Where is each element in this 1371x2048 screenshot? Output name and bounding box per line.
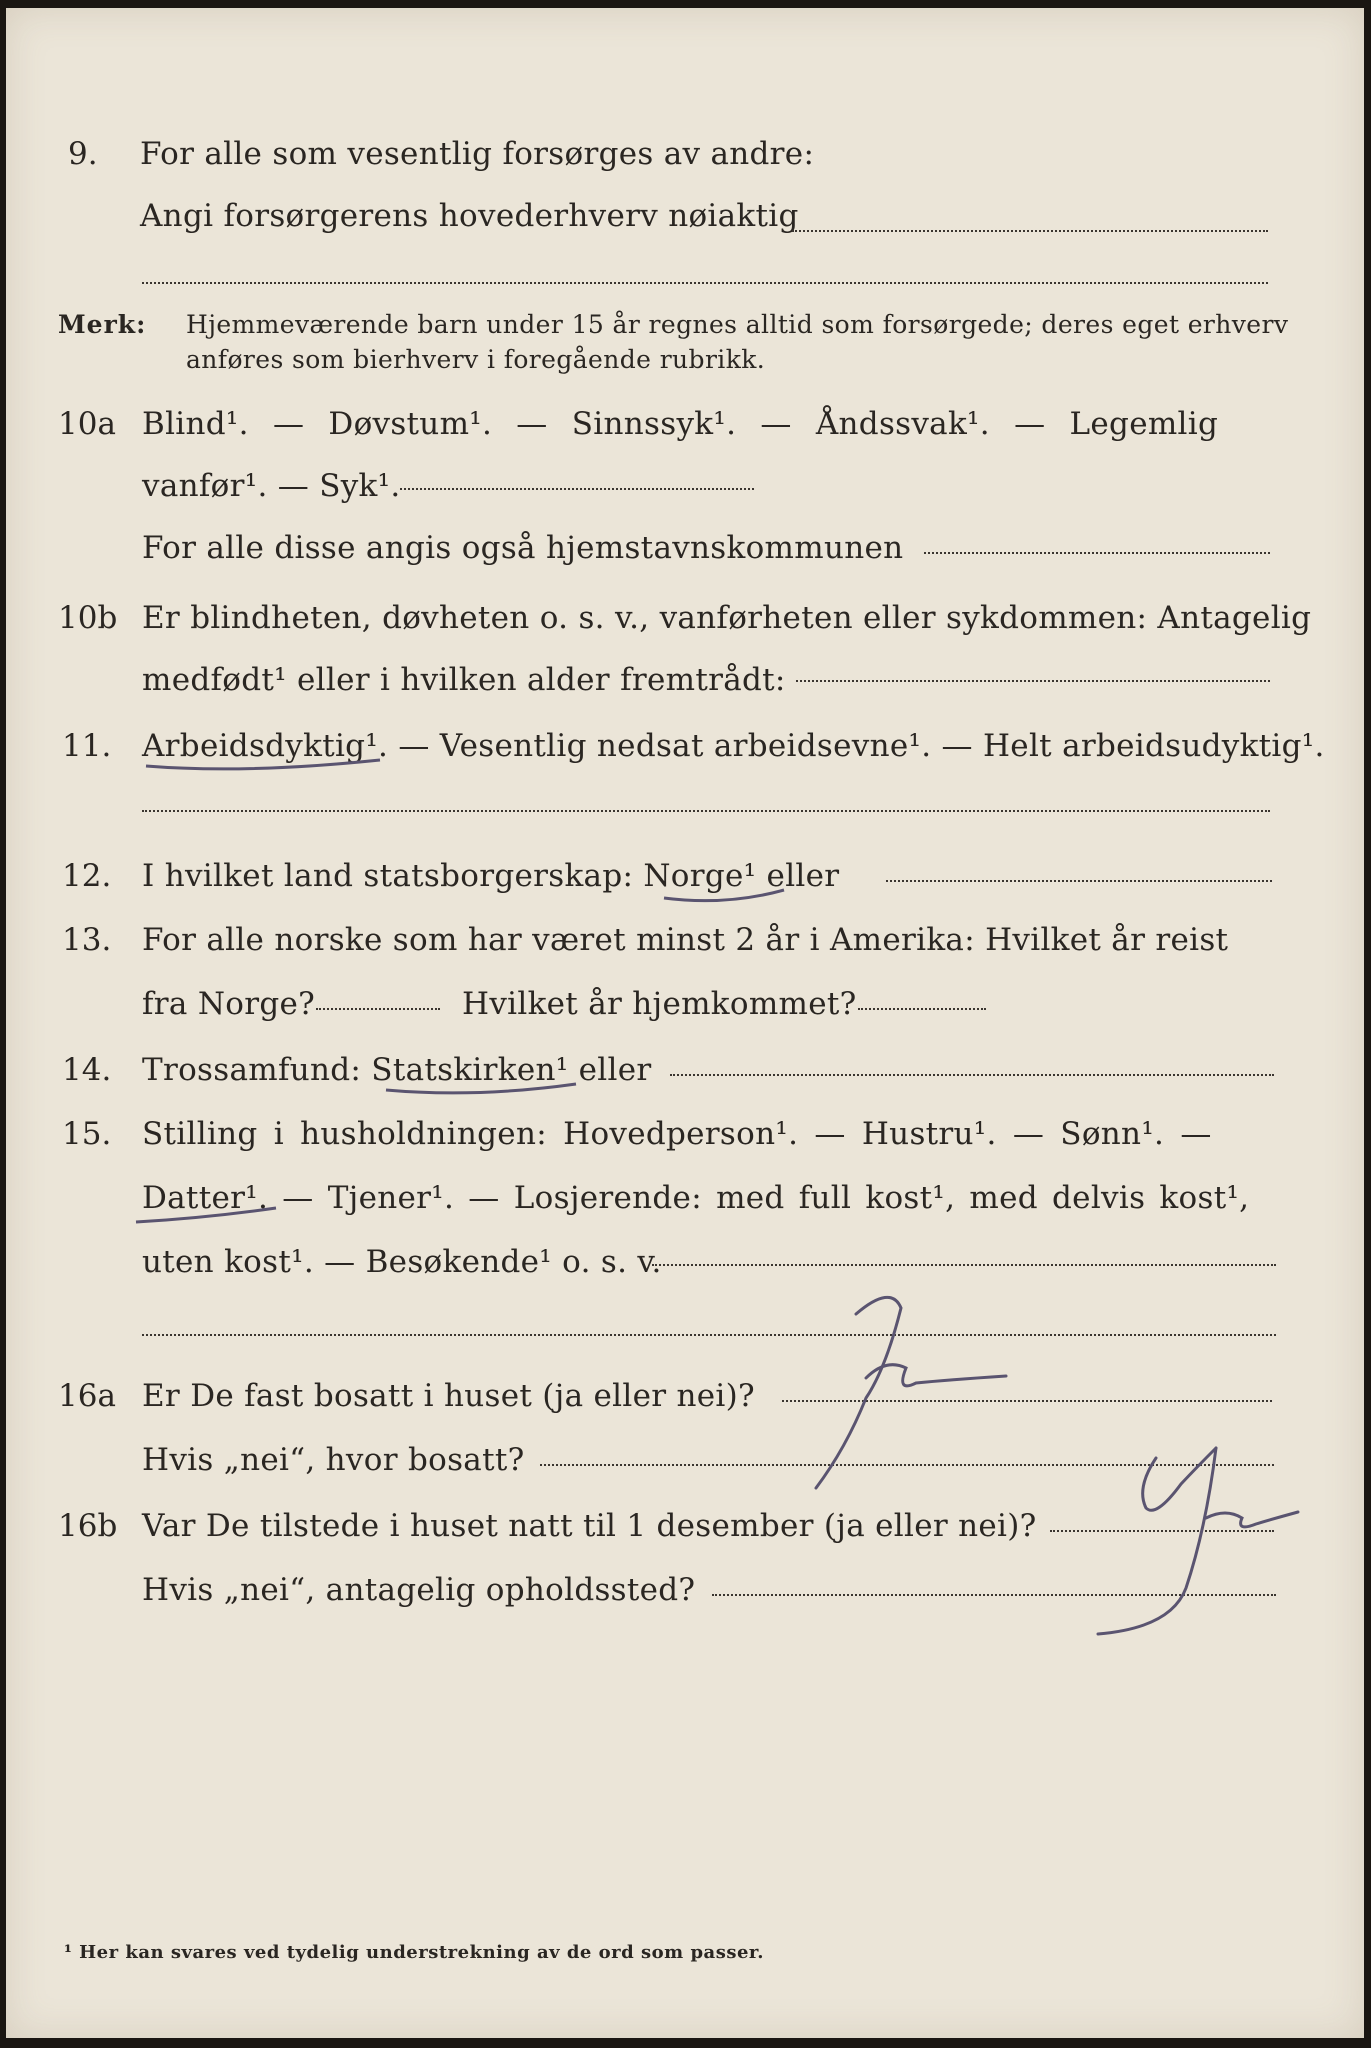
q16b-line-1: Var De tilstede i huset natt til 1 desember (ja eller nei)? [142,1508,1037,1544]
q15-line-1: Stilling i husholdningen: Hovedperson¹. — Hustru¹. — Sønn¹. — [142,1116,1212,1152]
q11-answer-line[interactable] [142,810,1270,812]
q15-answer-field[interactable] [652,1264,1276,1266]
q13-line-2b: Hvilket år hjemkommet? [462,986,857,1022]
q16b-opholdssted-field[interactable] [712,1594,1276,1596]
q16a-answer-field[interactable] [782,1400,1272,1402]
q9-answer-field[interactable] [792,230,1268,232]
question-number-12: 12. [62,858,112,894]
question-number-16a: 16a [58,1378,116,1414]
q13-line-1: For alle norske som har været minst 2 år i Amerika: Hvilket år reist [142,922,1229,958]
q16a-line-2: Hvis „nei“, hvor bosatt? [142,1442,525,1478]
q15-line-2: Datter¹. — Tjener¹. — Losjerende: med full kost¹, med delvis kost¹, [142,1180,1250,1216]
question-number-15: 15. [62,1116,112,1152]
question-number-9: 9. [68,136,98,172]
q10a-line-1: Blind¹. — Døvstum¹. — Sinnssyk¹. — Åndssvak¹. — Legemlig [142,406,1219,442]
question-number-10a: 10a [58,406,116,442]
q16b-line-2: Hvis „nei“, antagelig opholdssted? [142,1572,696,1608]
q16a-line-1: Er De fast bosatt i huset (ja eller nei)? [142,1378,755,1414]
merk-label: Merk: [58,310,147,339]
census-form-page [6,8,1364,2038]
q13-year-left-field[interactable] [316,1008,440,1010]
q15-line-3: uten kost¹. — Besøkende¹ o. s. v. [142,1244,662,1280]
q11-line-1: Arbeidsdyktig¹. — Vesentlig nedsat arbeidsevne¹. — Helt arbeidsudyktig¹. [142,728,1325,764]
q12-answer-field[interactable] [886,880,1272,882]
merk-line-1: Hjemmeværende barn under 15 år regnes alltid som forsørgede; deres eget erhverv [186,310,1289,339]
q16b-answer-field[interactable] [1050,1530,1274,1532]
answer-16b-ja [1098,1448,1298,1634]
q13-line-2a: fra Norge? [142,986,316,1022]
q15-answer-line-2[interactable] [142,1334,1276,1336]
q14-line-1: Trossamfund: Statskirken¹ eller [142,1052,652,1088]
q10a-hjemstavn-field[interactable] [924,552,1270,554]
question-number-16b: 16b [58,1508,118,1544]
question-number-13: 13. [62,922,112,958]
q10a-answer-field[interactable] [400,488,754,490]
q12-line-1: I hvilket land statsborgerskap: Norge¹ eller [142,858,840,894]
q10a-line-3: For alle disse angis også hjemstavnskommunen [142,530,904,566]
q10b-answer-field[interactable] [796,680,1270,682]
merk-line-2: anføres som bierhverv i foregående rubrikk. [186,345,766,374]
q13-year-returned-field[interactable] [858,1008,986,1010]
q10b-line-1: Er blindheten, døvheten o. s. v., vanførheten eller sykdommen: Antagelig [142,600,1312,636]
q9-line-1: For alle som vesentlig forsørges av andre: [140,136,815,172]
question-number-10b: 10b [58,600,118,636]
q10b-line-2: medfødt¹ eller i hvilken alder fremtrådt: [142,662,786,698]
q9-answer-line-2[interactable] [142,282,1268,284]
q10a-line-2: vanfør¹. — Syk¹. [142,468,401,504]
question-number-11: 11. [62,728,112,764]
q16a-bosatt-field[interactable] [540,1464,1274,1466]
footnote: ¹ Her kan svares ved tydelig understrekning av de ord som passer. [64,1942,765,1963]
answer-16a-ja [816,1297,1006,1488]
q9-line-2: Angi forsørgerens hovederhverv nøiaktig [140,198,799,234]
q14-answer-field[interactable] [670,1074,1274,1076]
question-number-14: 14. [62,1052,112,1088]
